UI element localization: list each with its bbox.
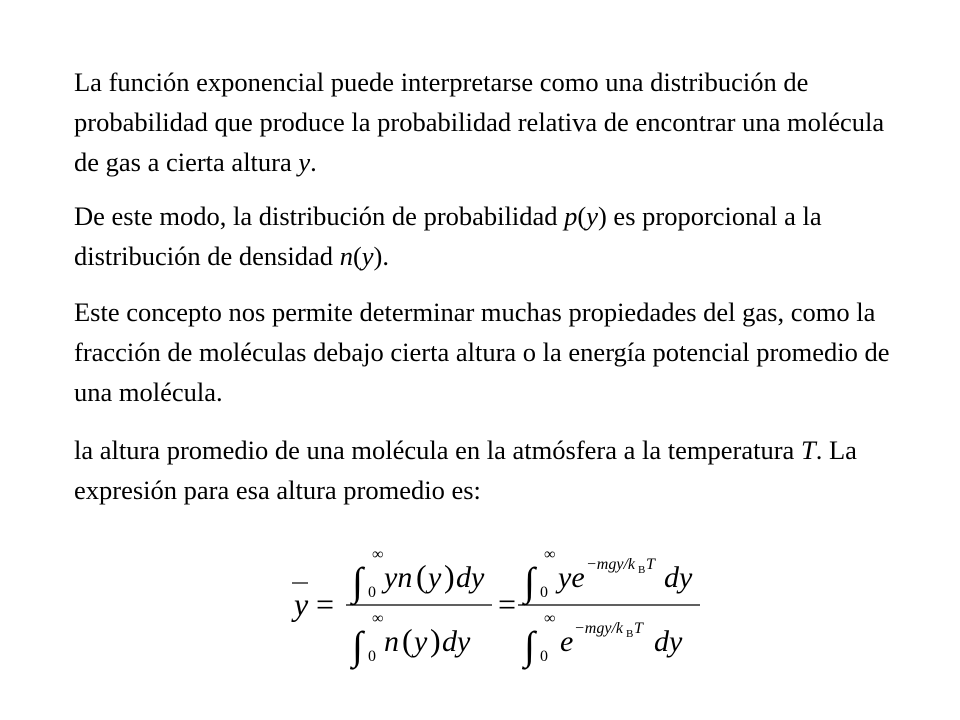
integral-num-1: ∫ [352, 559, 363, 604]
p2-text-3: ) es proporcional a la distribución de densidad [74, 201, 822, 271]
num-1-paren-r: ) [444, 558, 455, 594]
den-1-n: n [384, 625, 399, 658]
p4-var-T: T [800, 435, 816, 465]
den-2-exponent: −mgy/k [574, 620, 623, 637]
lower-limit-num-2: 0 [540, 584, 548, 601]
den-2-exponent-sub: B [626, 628, 634, 640]
p2-var-y2: y [361, 241, 374, 271]
num-1-arg-y: y [428, 561, 442, 594]
integral-den-1: ∫ [352, 623, 363, 668]
p2-var-y1: y [586, 201, 598, 231]
integral-den-2: ∫ [524, 623, 535, 668]
upper-limit-den-2: ∞ [544, 610, 556, 627]
lower-limit-den-2: 0 [540, 648, 548, 665]
num-2-dy: dy [664, 561, 693, 594]
den-2-e: e [560, 625, 574, 658]
formula-svg [280, 535, 710, 675]
p2-text-4: ( [352, 241, 362, 271]
num-2-exponent-T: T [646, 556, 655, 573]
p2-text-2: ( [577, 201, 587, 231]
den-1-paren-r: ) [430, 622, 441, 658]
lower-limit-den-1: 0 [368, 648, 376, 665]
equals-2: = [498, 586, 517, 622]
paragraph-properties [74, 292, 894, 412]
num-2-ye: ye [558, 561, 585, 594]
p2-text-5: ). [373, 241, 389, 271]
lhs-y: y [294, 586, 309, 622]
num-2-exponent: −mgy/k [586, 556, 635, 573]
num-1-dy: dy [456, 561, 485, 594]
upper-limit-num-2: ∞ [544, 546, 556, 563]
den-1-paren-l: ( [402, 622, 413, 658]
p4-text-2: . La expresión para esa altura promedio es: [74, 435, 857, 505]
upper-limit-num-1: ∞ [372, 546, 384, 563]
equals-1: = [316, 586, 335, 622]
integral-num-2: ∫ [524, 559, 535, 604]
paragraph-probability-distribution [74, 196, 894, 276]
lower-limit-num-1: 0 [368, 584, 376, 601]
paragraph-exponential-function [74, 62, 894, 182]
p2-text-1: De este modo, la distribución de probabilidad [74, 201, 565, 231]
p1-text-2: . [310, 147, 317, 177]
p2-var-p: p [564, 201, 578, 231]
num-2-exponent-sub: B [638, 564, 646, 576]
den-1-arg-y: y [414, 625, 428, 658]
upper-limit-den-1: ∞ [372, 610, 384, 627]
p1-text-1: La función exponencial puede interpretarse como una distribución de probabilidad que produce la probabilidad relativa de encontrar una molécula de gas a cierta altura [74, 67, 885, 177]
p3-text: Este concepto nos permite determinar muchas propiedades del gas, como la fracción de moléculas debajo cierta altura o la energía potencial promedio de una molécula. [74, 297, 890, 407]
average-height-formula [280, 535, 710, 675]
p1-var-y: y [298, 147, 311, 177]
paragraph-average-height [74, 430, 894, 510]
num-1-yn: yn [384, 561, 413, 594]
num-1-paren-l: ( [416, 558, 427, 594]
den-1-dy: dy [442, 625, 471, 658]
p4-text-1: la altura promedio de una molécula en la atmósfera a la temperatura [74, 435, 801, 465]
p2-var-n: n [339, 241, 353, 271]
den-2-exponent-T: T [634, 620, 643, 637]
den-2-dy: dy [654, 625, 683, 658]
